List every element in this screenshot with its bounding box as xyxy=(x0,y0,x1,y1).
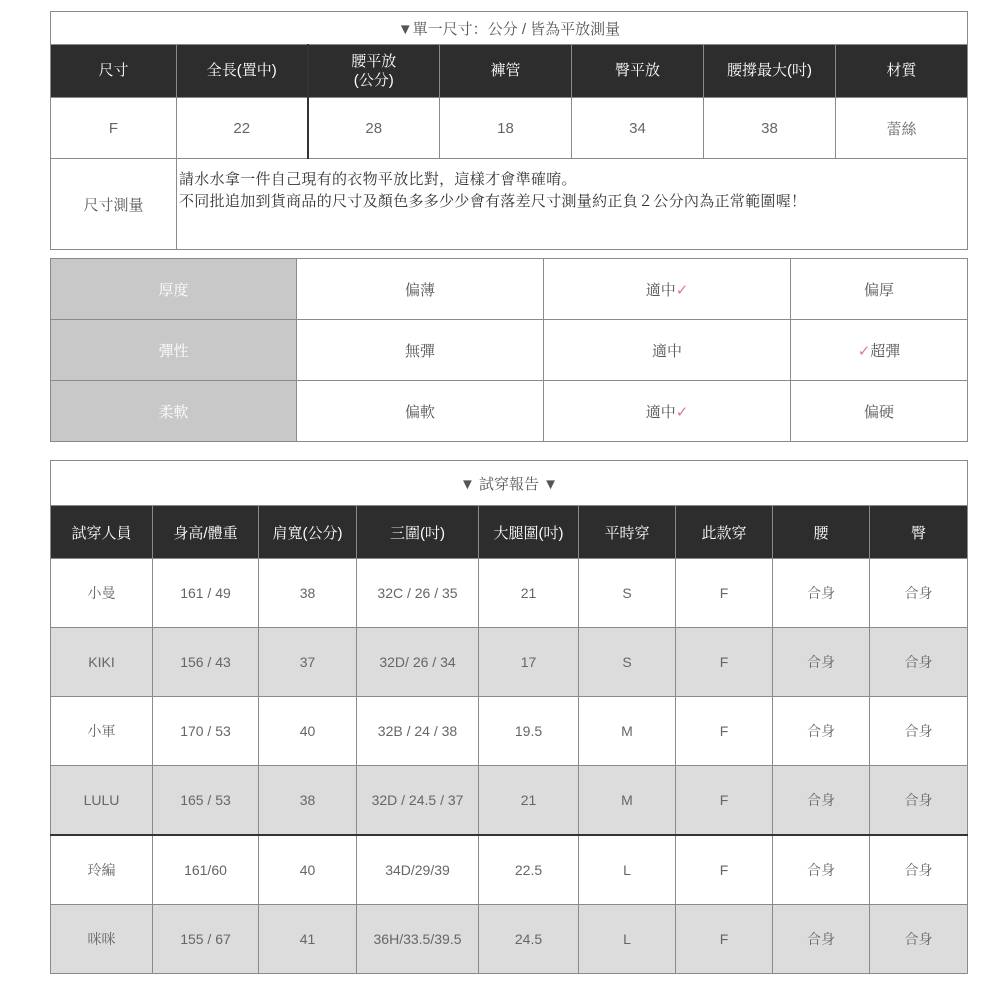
fit-report-cell: 34D/29/39 xyxy=(357,835,479,905)
fit-report-cell: 40 xyxy=(259,697,357,766)
leg-opening-value: 18 xyxy=(440,98,572,159)
length-header: 全長(置中) xyxy=(177,45,308,98)
fit-report-caption: ▼ 試穿報告 ▼ xyxy=(51,461,968,506)
fit-report-cell: 合身 xyxy=(870,697,968,766)
fit-report-cell: 37 xyxy=(259,628,357,697)
material-value: 蕾絲 xyxy=(836,98,968,159)
fit-report-cell: 38 xyxy=(259,559,357,628)
fit-report-cell: 32D/ 26 / 34 xyxy=(357,628,479,697)
fit-report-cell: 38 xyxy=(259,766,357,836)
fit-report-cell: 小軍 xyxy=(51,697,153,766)
feel-option xyxy=(544,320,791,381)
waist-max-value: 38 xyxy=(704,98,836,159)
fit-report-cell: 165 / 53 xyxy=(153,766,259,836)
fit-report-cell: 合身 xyxy=(773,835,870,905)
feel-row xyxy=(51,259,968,320)
hip-flat-value: 34 xyxy=(572,98,704,159)
fit-report-cell: 32C / 26 / 35 xyxy=(357,559,479,628)
fit-report-cell: 21 xyxy=(479,766,579,836)
feel-row xyxy=(51,320,968,381)
measure-note-1: 請水水拿一件自己現有的衣物平放比對，這樣才會準確唷。 xyxy=(179,171,577,188)
fit-report-cell: 合身 xyxy=(773,697,870,766)
fit-report-cell: 41 xyxy=(259,905,357,974)
feel-option-text: 偏軟 xyxy=(404,403,435,421)
fit-report-cell: 合身 xyxy=(870,905,968,974)
fit-report-cell: 合身 xyxy=(870,766,968,836)
fit-report-header: 三圍(吋) xyxy=(357,506,479,559)
waist-flat-header xyxy=(308,45,440,98)
fit-report-cell: 24.5 xyxy=(479,905,579,974)
feel-option-text: 無彈 xyxy=(404,342,435,360)
waist-flat-value: 28 xyxy=(308,98,440,159)
fit-report-cell: 小曼 xyxy=(51,559,153,628)
waist-max-header: 腰撐最大(吋) xyxy=(704,45,836,98)
fit-report-row xyxy=(51,628,968,697)
fit-report-cell: S xyxy=(579,559,676,628)
fit-report-cell: 咪咪 xyxy=(51,905,153,974)
leg-opening-header: 褲管 xyxy=(440,45,572,98)
fit-report-cell: 合身 xyxy=(773,628,870,697)
feel-option xyxy=(544,381,791,442)
fit-report-cell: 36H/33.5/39.5 xyxy=(357,905,479,974)
fit-report-cell: 32B / 24 / 38 xyxy=(357,697,479,766)
fit-report-header: 腰 xyxy=(773,506,870,559)
fit-report-cell: 合身 xyxy=(870,835,968,905)
fit-report-cell: M xyxy=(579,697,676,766)
feel-option xyxy=(791,320,968,381)
fit-report-cell: S xyxy=(579,628,676,697)
feel-option-text: 適中 xyxy=(651,342,682,360)
fit-report-row xyxy=(51,697,968,766)
fit-report-cell: F xyxy=(676,628,773,697)
fit-report-cell: KIKI xyxy=(51,628,153,697)
fit-report-cell: 161 / 49 xyxy=(153,559,259,628)
fit-report-header: 平時穿 xyxy=(579,506,676,559)
fit-report-header: 試穿人員 xyxy=(51,506,153,559)
fit-report-cell: 40 xyxy=(259,835,357,905)
fit-report-cell: 17 xyxy=(479,628,579,697)
fit-report-header: 肩寬(公分) xyxy=(259,506,357,559)
check-mark-icon: ✓ xyxy=(857,342,871,360)
fit-report-cell: F xyxy=(676,905,773,974)
feel-option-text: 適中 xyxy=(645,281,676,299)
fit-report-cell: 156 / 43 xyxy=(153,628,259,697)
fit-report-cell: F xyxy=(676,766,773,836)
fit-report-cell: LULU xyxy=(51,766,153,836)
fit-report-header: 臀 xyxy=(870,506,968,559)
feel-option xyxy=(297,259,544,320)
feel-option xyxy=(791,259,968,320)
measure-note-2: 不同批追加到貨商品的尺寸及顏色多多少少會有落差尺寸測量約正負２公分內為正常範圍喔！ xyxy=(179,193,807,210)
fit-report-cell: 22.5 xyxy=(479,835,579,905)
size-value: F xyxy=(51,98,177,159)
feel-label: 彈性 xyxy=(51,320,297,381)
fit-report-header: 此款穿 xyxy=(676,506,773,559)
feel-option xyxy=(297,381,544,442)
fit-report-row xyxy=(51,905,968,974)
fit-report-header: 身高/體重 xyxy=(153,506,259,559)
feel-label: 柔軟 xyxy=(51,381,297,442)
fit-report-cell: 161/60 xyxy=(153,835,259,905)
fit-report-cell: F xyxy=(676,697,773,766)
feel-option xyxy=(544,259,791,320)
fabric-feel-table xyxy=(50,258,968,442)
fit-report-cell: 155 / 67 xyxy=(153,905,259,974)
fit-report-cell: 21 xyxy=(479,559,579,628)
measure-notes xyxy=(177,159,968,250)
fit-report-row xyxy=(51,559,968,628)
fit-report-cell: 19.5 xyxy=(479,697,579,766)
feel-row xyxy=(51,381,968,442)
hip-flat-header: 臀平放 xyxy=(572,45,704,98)
fit-report-cell: F xyxy=(676,835,773,905)
fit-report-cell: F xyxy=(676,559,773,628)
size-table-caption: ▼單一尺寸：公分 / 皆為平放測量 xyxy=(51,12,968,45)
check-mark-icon: ✓ xyxy=(675,403,689,421)
material-header: 材質 xyxy=(836,45,968,98)
feel-option-text: 偏厚 xyxy=(863,281,894,299)
fit-report-header: 大腿圍(吋) xyxy=(479,506,579,559)
fit-report-cell: 合身 xyxy=(870,559,968,628)
fit-report-cell: 玲編 xyxy=(51,835,153,905)
size-table xyxy=(50,11,968,250)
feel-option xyxy=(297,320,544,381)
fit-report-cell: 合身 xyxy=(773,559,870,628)
feel-option xyxy=(791,381,968,442)
feel-option-text: 偏硬 xyxy=(863,403,894,421)
fit-report-table xyxy=(50,460,968,974)
fit-report-cell: 32D / 24.5 / 37 xyxy=(357,766,479,836)
fit-report-cell: 170 / 53 xyxy=(153,697,259,766)
fit-report-cell: 合身 xyxy=(773,766,870,836)
fit-report-row xyxy=(51,835,968,905)
length-value: 22 xyxy=(177,98,308,159)
size-header: 尺寸 xyxy=(51,45,177,98)
feel-label: 厚度 xyxy=(51,259,297,320)
fit-report-cell: 合身 xyxy=(773,905,870,974)
fit-report-cell: L xyxy=(579,905,676,974)
feel-option-text: 適中 xyxy=(645,403,676,421)
feel-option-text: 超彈 xyxy=(870,342,901,360)
check-mark-icon: ✓ xyxy=(675,281,689,299)
feel-option-text: 偏薄 xyxy=(404,281,435,299)
fit-report-cell: M xyxy=(579,766,676,836)
fit-report-row xyxy=(51,766,968,836)
fit-report-cell: 合身 xyxy=(870,628,968,697)
waist-flat-header-text: 腰平放 (公分) xyxy=(351,52,397,89)
fit-report-cell: L xyxy=(579,835,676,905)
measure-label: 尺寸測量 xyxy=(51,159,177,250)
